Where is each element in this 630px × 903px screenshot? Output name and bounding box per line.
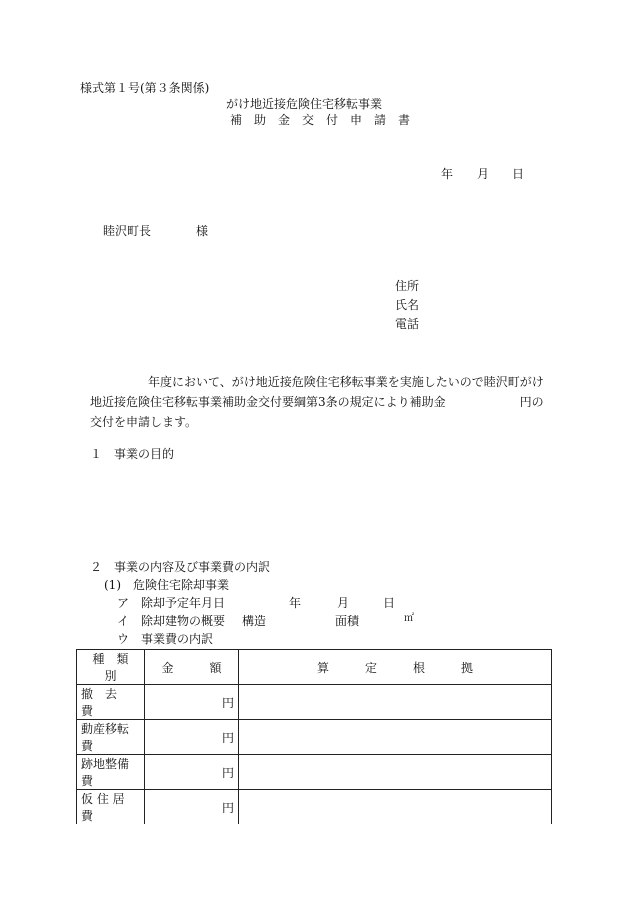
table-row [77,720,552,755]
row-category: 仮 住 居 費 [77,790,145,825]
row-basis [239,755,552,790]
section-purpose: １ 事業の目的 [90,447,175,461]
header-basis: 算 定 根 拠 [239,650,552,685]
row-category: 動産移転費 [77,720,145,755]
addressee-honorific: 様 [196,224,209,238]
table-row [77,685,552,720]
date-month: 月 [477,167,490,181]
applicant-phone-label: 電話 [395,317,420,331]
addressee-name: 睦沢町長 [103,224,152,238]
table-row [77,790,552,825]
item-i-structure: 構造 [242,614,267,628]
header-category: 種 類 別 [77,650,145,685]
item-a-label: ア 除却予定年月日 [117,596,226,610]
section-content: ２ 事業の内容及び事業費の内訳 [90,560,271,574]
row-category: 跡地整備費 [77,755,145,790]
row-amount: 円 [145,720,239,755]
row-basis [239,720,552,755]
applicant-address-label: 住所 [395,279,420,293]
date-day: 日 [512,167,525,181]
date-year: 年 [441,167,454,181]
row-basis [239,790,552,825]
item-i-label: イ 除却建物の概要 [117,614,226,628]
row-amount: 円 [145,685,239,720]
row-amount: 円 [145,790,239,825]
row-basis [239,685,552,720]
title-line-1: がけ地近接危険住宅移転事業 [226,97,383,111]
form-number: 様式第１号(第３条関係) [80,81,210,95]
item-i-area: 面積 [335,614,360,628]
application-body [90,372,550,432]
item-a-year: 年 [289,596,302,610]
row-category: 撤 去 費 [77,685,145,720]
subsection-demolition: (1) 危険住宅除却事業 [104,578,229,592]
header-amount: 金 額 [145,650,239,685]
item-i-unit: ㎡ [404,613,414,624]
row-amount: 円 [145,755,239,790]
body-part-1: 年度において、がけ地近接危険住宅移転事業を実施したいので睦沢町がけ地近接危険住宅移転事業補助金交付要綱第3条の規定により補助金 [90,375,544,409]
item-a-day: 日 [383,596,396,610]
cost-breakdown-table [76,649,552,824]
table-row [77,755,552,790]
table-header-row [77,650,552,685]
body-part-2: 円の交付を申請します。 [90,395,544,429]
applicant-name-label: 氏名 [395,298,420,312]
item-a-month: 月 [337,596,350,610]
item-cost-breakdown: ウ 事業費の内訳 [117,632,214,646]
title-line-2: 補 助 金 交 付 申 請 書 [230,113,411,127]
